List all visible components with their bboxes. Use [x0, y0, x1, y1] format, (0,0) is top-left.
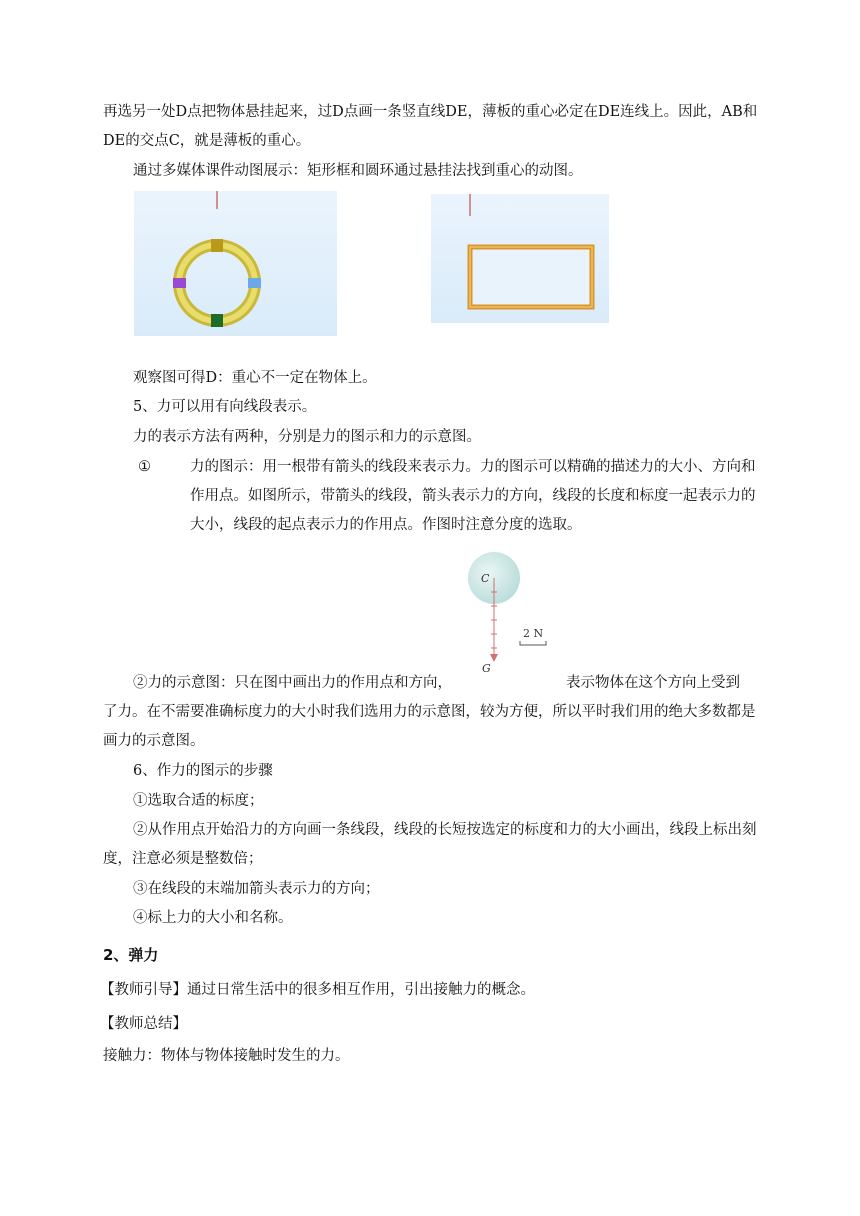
paragraph-multimedia: 通过多媒体课件动图展示：矩形框和圆环通过悬挂法找到重心的动图。: [133, 163, 583, 179]
list-marker: ①: [138, 459, 151, 475]
paragraph-two-methods: 力的表示方法有两种，分别是力的图示和力的示意图。: [133, 429, 481, 445]
force-sketch-text-b: 表示物体在这个方向上受到: [566, 675, 740, 691]
force-sketch-text-c: 了力。在不需要准确标度力的大小时我们选用力的示意图，较为方便，所以平时我们用的绝大多数都是画力的示意图。: [103, 704, 756, 749]
force-drawing: [462, 548, 562, 674]
paragraph-center-of-gravity: 再选另一处D点把物体悬挂起来，过D点画一条竖直线DE，薄板的重心必定在DE连线上。因此，AB和DE的交点C，就是薄板的重心。: [103, 104, 758, 149]
section-heading-elastic-force: 2、弹力: [103, 946, 159, 964]
teacher-summary-tag: 【教师总结】: [100, 1016, 187, 1032]
item-5-heading: 5、力可以用有向线段表示。: [133, 399, 317, 415]
force-sketch-text-a: ②力的示意图：只在图中画出力的作用点和方向，: [133, 675, 452, 691]
scale-label: 2 N: [523, 627, 544, 640]
item-6-heading: 6、作力的图示的步骤: [133, 763, 273, 779]
force-figure: [462, 548, 562, 674]
paragraph-observation: 观察图可得D：重心不一定在物体上。: [133, 370, 377, 386]
step-3: ③在线段的末端加箭头表示力的方向；: [133, 881, 380, 897]
teacher-guide-tag: 【教师引导】: [100, 982, 187, 998]
rectangle-drawing: [431, 194, 609, 323]
arrow-label-g: G: [482, 662, 491, 674]
teacher-guide: [100, 976, 755, 1005]
ring-drawing: [134, 191, 337, 336]
ring-figure: [134, 191, 337, 336]
teacher-guide-text: 通过日常生活中的很多相互作用，引出接触力的概念。: [187, 982, 535, 998]
rectangle-frame-figure: [431, 194, 609, 323]
contact-force-definition: 接触力：物体与物体接触时发生的力。: [103, 1048, 350, 1064]
step-4: ④标上力的大小和名称。: [133, 910, 293, 926]
step-1: ①选取合适的标度；: [133, 793, 264, 809]
step-2: ②从作用点开始沿力的方向画一条线段，线段的长短按选定的标度和力的大小画出，线段上标出刻度，注意必须是整数倍；: [103, 822, 757, 867]
point-label-c: C: [481, 572, 490, 585]
list-item-force-diagram: 力的图示：用一根带有箭头的线段来表示力。力的图示可以精确的描述力的大小、方向和作用点。如图所示，带箭头的线段，箭头表示力的方向，线段的长度和标度一起表示力的大小，线段的起点表示力的作用点。作图时注意分度的选取。: [190, 459, 756, 533]
